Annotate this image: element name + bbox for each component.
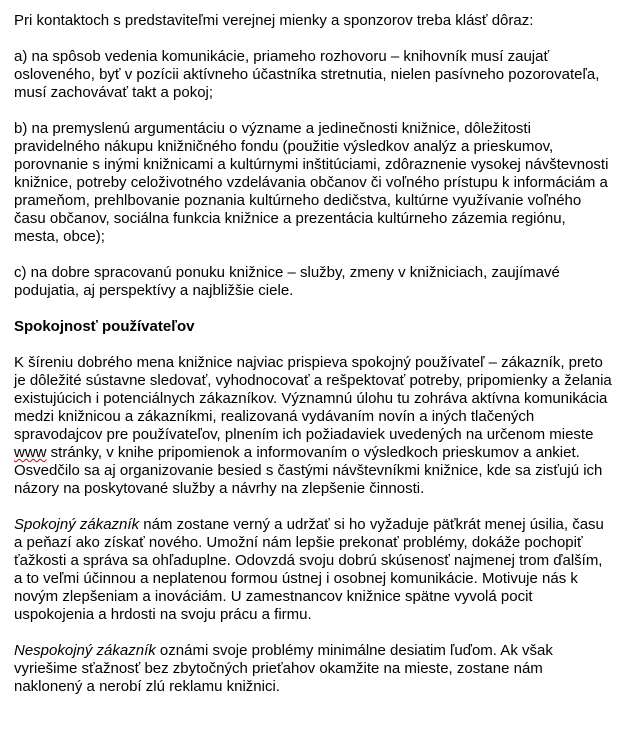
document-body xyxy=(14,12,614,714)
satisfaction-text-after: stránky, v knihe pripomienok a informovaním o výsledkoch prieskumov a ankiet. Osvedčilo sa aj organizovanie besied s častými návštevníkmi knižnice, kde sa zisťujú ich názory na poskytované služby a návrhy na zlepšenie činnosti. xyxy=(14,444,603,497)
unsatisfied-customer-text: oznámi svoje problémy minimálne desiatim ľuďom. Ak však vyriešime sťažnosť bez zbytočných prieťahov okamžite na mieste, zostane nám naklonený a nerobí zlú reklamu knižnici. xyxy=(14,642,553,695)
satisfied-customer-paragraph xyxy=(14,516,614,624)
intro-paragraph: Pri kontaktoch s predstaviteľmi verejnej mienky a sponzorov treba klásť dôraz: xyxy=(14,12,534,29)
satisfaction-paragraph xyxy=(14,354,614,498)
section-heading: Spokojnosť používateľov xyxy=(14,318,195,335)
unsatisfied-customer-paragraph xyxy=(14,642,614,696)
spellcheck-word-www: www xyxy=(14,444,47,461)
point-a-paragraph: a) na spôsob vedenia komunikácie, priameho rozhovoru – knihovník musí zaujať osloveného, byť v pozícii aktívneho účastníka stretnutia, nielen pasívneho pozorovateľa, musí zachovávať takt a pokoj; xyxy=(14,48,600,101)
unsatisfied-customer-term: Nespokojný zákazník xyxy=(14,642,156,659)
satisfied-customer-term: Spokojný zákazník xyxy=(14,516,140,533)
point-c-paragraph: c) na dobre spracovanú ponuku knižnice – služby, zmeny v knižniciach, zaujímavé podujatia, aj perspektívy a najbližšie ciele. xyxy=(14,264,560,299)
satisfied-customer-text: nám zostane verný a udržať si ho vyžaduje päťkrát menej úsilia, času a peňazí ako získať nového. Umožní nám lepšie prekonať problémy, dokáže pochopiť ťažkosti a správa sa ohľaduplne. Odovzdá svoju dobrú skúsenosť najmenej trom ďalším, a to veľmi účinnou a neplatenou formou ústnej i osobnej komunikácie. Motivuje nás k novým zlepšeniam a inováciám. U zamestnancov knižnice spätne vyvolá pocit uspokojenia a hrdosti na svoju prácu a firmu. xyxy=(14,516,604,623)
satisfaction-text-before: K šíreniu dobrého mena knižnice najviac prispieva spokojný používateľ – zákazník, preto je dôležité sústavne sledovať, vyhodnocovať a rešpektovať potreby, pripomienky a želania existujúcich i potenciálnych zákazníkov. Významnú úlohu tu zohráva aktívna komunikácia medzi knižnicou a zákazníkmi, realizovaná vydávaním novín a iných tlačených spravodajcov pre používateľov, plnením ich požiadaviek uvedených na určenom mieste xyxy=(14,354,612,443)
point-b-paragraph: b) na premyslenú argumentáciu o význame a jedinečnosti knižnice, dôležitosti pravidelného nákupu knižničného fondu (použitie výsledkov analýz a prieskumov, porovnanie s inými knižnicami a kultúrnymi inštitúciami, zdôraznenie vysokej návštevnosti knižnice, potreby celoživotného vzdelávania občanov či voľného prístupu k informáciám a prameňom, prehlbovanie poznania kultúrneho dedičstva, kultúrne využívanie voľného času občanov, sociálna funkcia knižnice a prezentácia kultúrneho zázemia regiónu, mesta, obce); xyxy=(14,120,609,245)
